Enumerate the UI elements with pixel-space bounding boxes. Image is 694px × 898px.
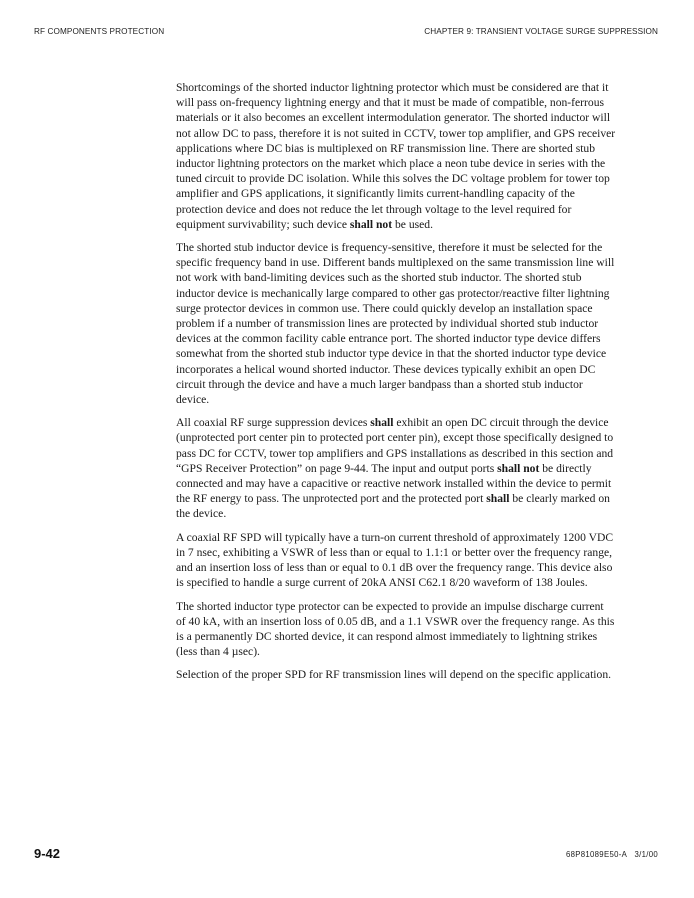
paragraph: The shorted stub inductor device is frequency-sensitive, therefore it must be selected for the specific frequency band in use. Different bands multiplexed on the same transmission line will not work with band-limiting devices such as the shorted stub inductor. The shorted stub inductor device is mechanically large compared to other gas protector/reactive filter lightning surge protector devices in common use. There could quickly develop an installation space problem if a number of transmission lines are protected by individual shorted stub inductor devices at the common facility cable entrance port. The shorted inductor type device differs somewhat from the shorted stub inductor type device in that the shorted inductor type device incorporates a helical wound shorted inductor. These devices typically exhibit an open DC circuit through the device and have a much larger bandpass than a shorted stub inductor device. xyxy=(176,241,615,407)
document-id: 68P81089E50-A xyxy=(565,850,628,859)
document-date: 3/1/00 xyxy=(634,850,658,859)
emphasis-shall-not: shall not xyxy=(349,217,393,231)
paragraph: All coaxial RF surge suppression devices shall exhibit an open DC circuit through the device (unprotected port center pin to protected port center pin), except those specifically designed to pass DC for CCTV, tower top amplifiers and GPS installations as described in this section and “GPS Receiver Protection” on page 9-44. The input and output ports shall not be directly connected and may have a capacitive or reactive network installed within the device to permit the RF energy to pass. The unprotected port and the protected port shall be clearly marked on the device. xyxy=(176,416,614,521)
running-header-right: CHAPTER 9: TRANSIENT VOLTAGE SURGE SUPPRESSION xyxy=(424,27,658,36)
emphasis-shall: shall xyxy=(486,492,510,506)
running-header-left: RF COMPONENTS PROTECTION xyxy=(34,27,165,36)
paragraph: A coaxial RF SPD will typically have a turn-on current threshold of approximately 1200 VDC in 7 nsec, exhibiting a VSWR of less than or equal to 1.1:1 or better over the frequency range, and an insertion loss of less than or equal to 0.1 dB over the frequency range. This device also is specified to handle a surge current of 20kA ANSI C62.1 8/20 waveform of 138 Joules. xyxy=(176,530,614,590)
emphasis-shall: shall xyxy=(370,416,394,430)
paragraph: Selection of the proper SPD for RF transmission lines will depend on the specific application. xyxy=(176,668,612,682)
footer-doc-info xyxy=(566,850,658,859)
paragraph: Shortcomings of the shorted inductor lightning protector which must be considered are that it will pass on-frequency lightning energy and that it must be made of compatible, non-ferrous materials or it also becomes an excellent intermodulation generator. The shorted inductor will not allow DC to pass, therefore it is not suited in CCTV, tower top amplifier, and GPS receiver applications where DC bias is multiplexed on RF transmission line. There are shorted stub inductor lightning protectors on the market which place a neon tube device in series with the tuned circuit to provide DC isolation. While this solves the DC voltage problem for tower top amplifier and GPS applications, it significantly limits current-handling capacity of the protection device and does not reduce the let through voltage to the level required for equipment survivability; such device shall not be used. xyxy=(176,81,616,231)
emphasis-shall-not: shall not xyxy=(497,461,540,475)
body-text xyxy=(176,80,616,691)
paragraph: The shorted inductor type protector can be expected to provide an impulse discharge current of 40 kA, with an insertion loss of 0.05 dB, and a 1.1 VSWR over the frequency range. As this is a permanently DC shorted device, it can respond almost immediately to lightning strikes (less than 4 µsec). xyxy=(176,599,615,659)
page-number: 9-42 xyxy=(34,846,61,861)
